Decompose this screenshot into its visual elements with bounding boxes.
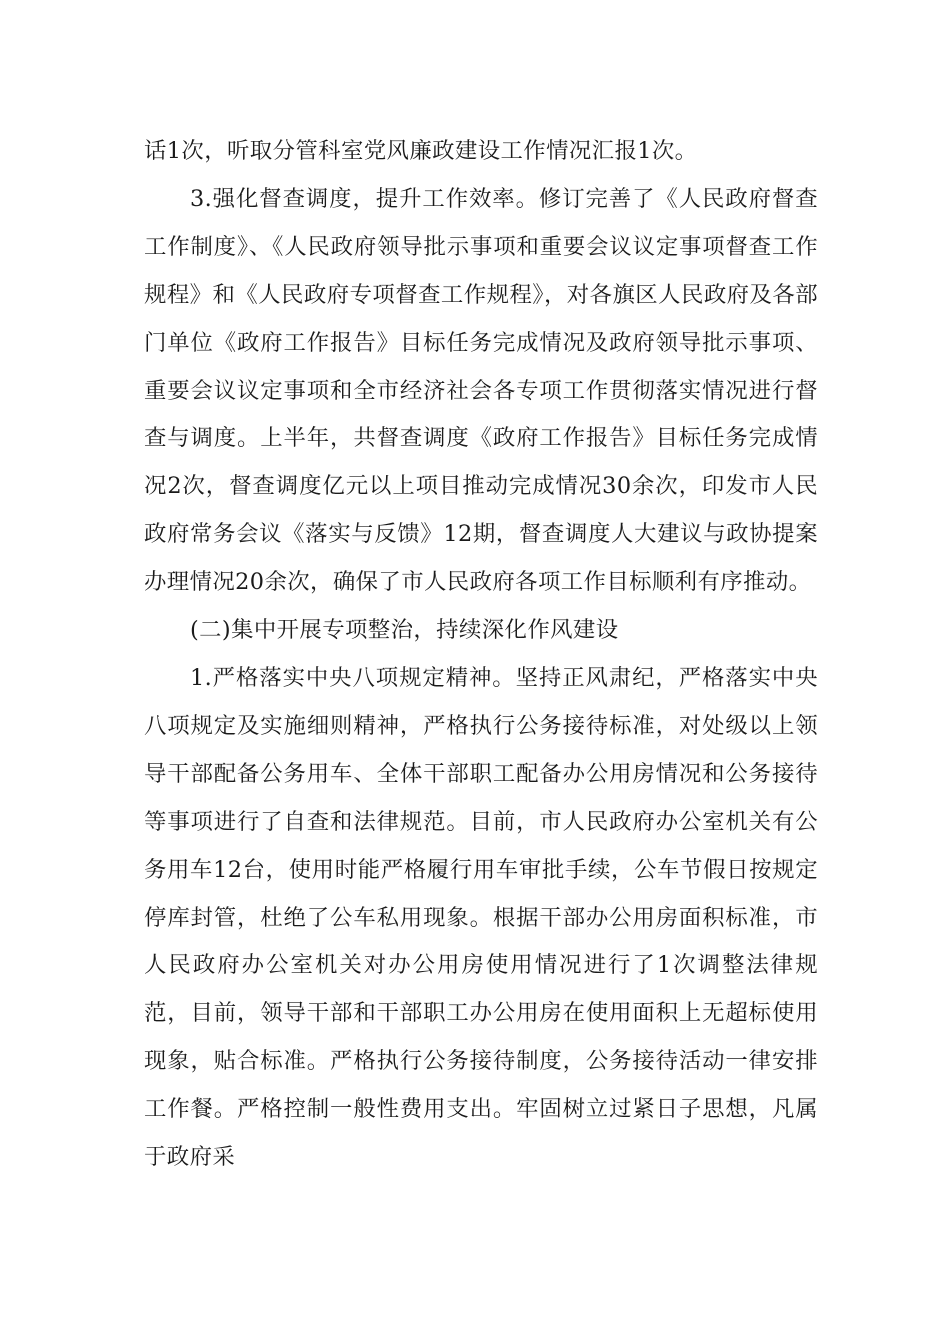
paragraph-eight-regulations: 1.严格落实中央八项规定精神。坚持正风肃纪，严格落实中央八项规定及实施细则精神，严格执行公务接待标准，对处级以上领导干部配备公务用车、全体干部职工配备办公用房情况和公务接待等事项进行了自查和法律规范。目前，市人民政府办公室机关有公务用车12台，使用时能严格履行用车审批手续，公车节假日按规定停库封管，杜绝了公车私用现象。根据干部办公用房面积标准，市人民政府办公室机关对办公用房使用情况进行了1次调整法律规范，目前，领导干部和干部职工办公用房在使用面积上无超标使用现象，贴合标准。严格执行公务接待制度，公务接待活动一律安排工作餐。严格控制一般性费用支出。牢固树立过紧日子思想，凡属于政府采 (144, 664, 818, 1171)
section-heading-rectification: (二)集中开展专项整治，持续深化作风建设 (190, 617, 619, 644)
paragraph-supervision: 3.强化督查调度，提升工作效率。修订完善了《人民政府督查工作制度》、《人民政府领导批示事项和重要会议议定事项督查工作规程》和《人民政府专项督查工作规程》，对各旗区人民政府及各部门单位《政府工作报告》目标任务完成情况及政府领导批示事项、重要会议议定事项和全市经济社会各专项工作贯彻落实情况进行督查与调度。上半年，共督查调度《政府工作报告》目标任务完成情况2次，督查调度亿元以上项目推动完成情况30余次，印发市人民政府常务会议《落实与反馈》12期，督查调度人大建议与政协提案办理情况20余次，确保了市人民政府各项工作目标顺利有序推动。 (144, 185, 818, 596)
document-body (144, 128, 818, 1182)
paragraph-continuation: 话1次，听取分管科室党风廉政建设工作情况汇报1次。 (144, 138, 698, 164)
